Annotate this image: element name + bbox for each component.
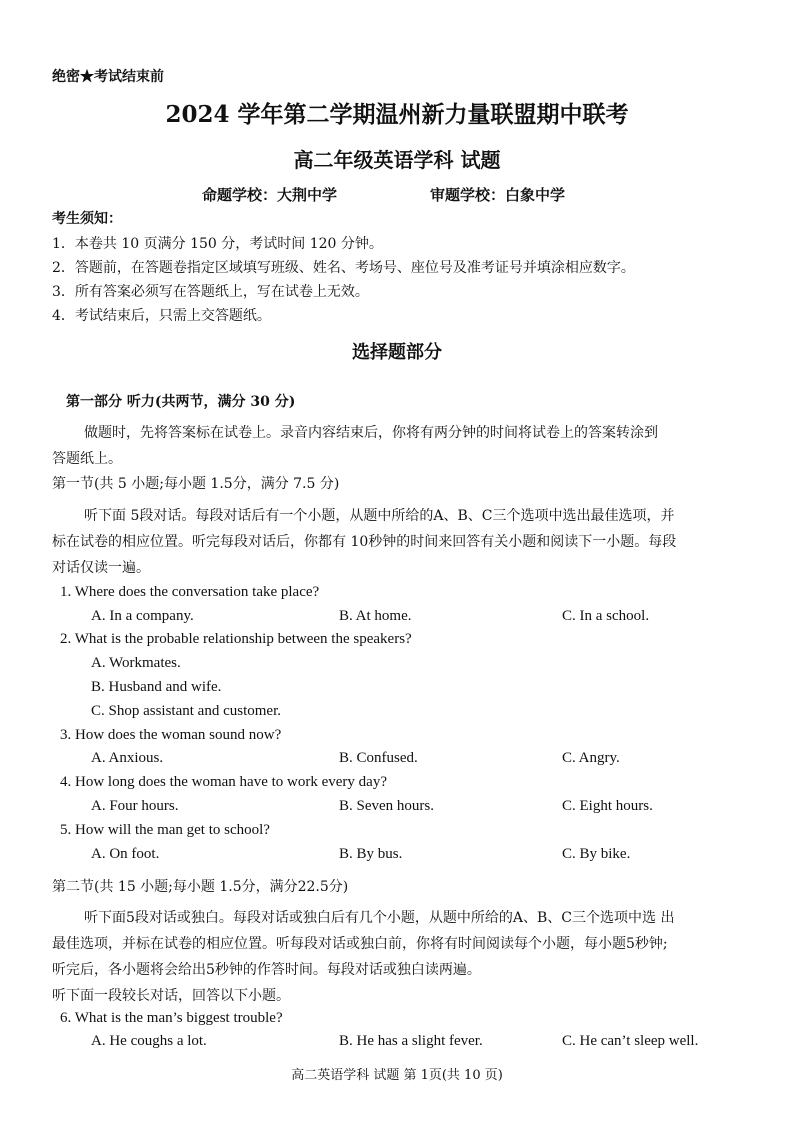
section2-instruction-line: 最佳选项，并标在试卷的相应位置。听每段对话或独白前，你将有时间阅读每个小题，每小题5秒钟; bbox=[52, 936, 668, 952]
notice-item: 3．所有答案必须写在答题纸上，写在试卷上无效。 bbox=[52, 284, 369, 300]
question-stem: 3. How does the woman sound now? bbox=[60, 727, 282, 743]
part1-intro-line: 答题纸上。 bbox=[52, 451, 122, 467]
option-b: B. He has a slight fever. bbox=[339, 1033, 483, 1049]
option-a: A. Workmates. bbox=[91, 655, 181, 671]
question-stem: 2. What is the probable relationship between the speakers? bbox=[60, 631, 412, 647]
secret-mark: 绝密★考试结束前 bbox=[52, 69, 164, 85]
page-footer: 高二英语学科 试题 第 1页(共 10 页) bbox=[291, 1068, 503, 1083]
option-a: A. He coughs a lot. bbox=[91, 1033, 207, 1049]
section2-instruction-line: 听完后，各小题将会给出5秒钟的作答时间。每段对话或独白读两遍。 bbox=[52, 962, 481, 978]
part1-heading: 第一部分 听力(共两节，满分 30 分) bbox=[66, 394, 296, 410]
subject-title: 高二年级英语学科 试题 bbox=[293, 148, 501, 172]
section-title: 选择题部分 bbox=[352, 342, 442, 363]
exam-title: 2024 学年第二学期温州新力量联盟期中联考 bbox=[165, 101, 629, 128]
option-a: A. In a company. bbox=[91, 608, 194, 624]
notice-item: 2．答题前，在答题卷指定区域填写班级、姓名、考场号、座位号及准考证号并填涂相应数字。 bbox=[52, 260, 635, 276]
question-stem: 5. How will the man get to school? bbox=[60, 822, 270, 838]
section1-heading: 第一节(共 5 小题;每小题 1.5分，满分 7.5 分) bbox=[52, 476, 340, 492]
section2-lead: 听下面一段较长对话，回答以下小题。 bbox=[52, 988, 290, 1004]
part1-intro-line: 做题时，先将答案标在试卷上。录音内容结束后，你将有两分钟的时间将试卷上的答案转涂到 bbox=[84, 425, 658, 441]
option-a: A. Four hours. bbox=[91, 798, 179, 814]
reviewer-school: 审题学校：白象中学 bbox=[430, 186, 566, 204]
notice-item: 1．本卷共 10 页满分 150 分，考试时间 120 分钟。 bbox=[52, 236, 383, 252]
option-c: C. Angry. bbox=[562, 750, 620, 766]
notice-item: 4．考试结束后，只需上交答题纸。 bbox=[52, 308, 271, 324]
option-c: C. He can’t sleep well. bbox=[562, 1033, 699, 1049]
option-b: B. Seven hours. bbox=[339, 798, 434, 814]
option-b: B. Husband and wife. bbox=[91, 679, 222, 695]
option-a: A. On foot. bbox=[91, 846, 160, 862]
section2-heading: 第二节(共 15 小题;每小题 1.5分，满分22.5分) bbox=[52, 879, 349, 895]
section1-instruction-line: 对话仅读一遍。 bbox=[52, 560, 150, 576]
option-a: A. Anxious. bbox=[91, 750, 164, 766]
option-c: C. By bike. bbox=[562, 846, 631, 862]
option-b: B. At home. bbox=[339, 608, 412, 624]
option-b: B. By bus. bbox=[339, 846, 403, 862]
notice-heading: 考生须知： bbox=[52, 211, 122, 227]
option-c: C. In a school. bbox=[562, 608, 650, 624]
option-c: C. Shop assistant and customer. bbox=[91, 703, 281, 719]
question-stem: 4. How long does the woman have to work every day? bbox=[60, 774, 387, 790]
setter-school: 命题学校：大荆中学 bbox=[202, 186, 338, 204]
section2-instruction-line: 听下面5段对话或独白。每段对话或独白后有几个小题，从题中所给的A、B、C三个选项中选 出 bbox=[84, 910, 675, 926]
question-stem: 6. What is the man’s biggest trouble? bbox=[60, 1010, 283, 1026]
option-b: B. Confused. bbox=[339, 750, 418, 766]
question-stem: 1. Where does the conversation take place? bbox=[60, 584, 320, 600]
section1-instruction-line: 听下面 5段对话。每段对话后有一个小题，从题中所给的A、B、C三个选项中选出最佳选项，并 bbox=[84, 508, 675, 524]
option-c: C. Eight hours. bbox=[562, 798, 653, 814]
section1-instruction-line: 标在试卷的相应位置。听完每段对话后，你都有 10秒钟的时间来回答有关小题和阅读下一小题。每段 bbox=[52, 534, 677, 550]
